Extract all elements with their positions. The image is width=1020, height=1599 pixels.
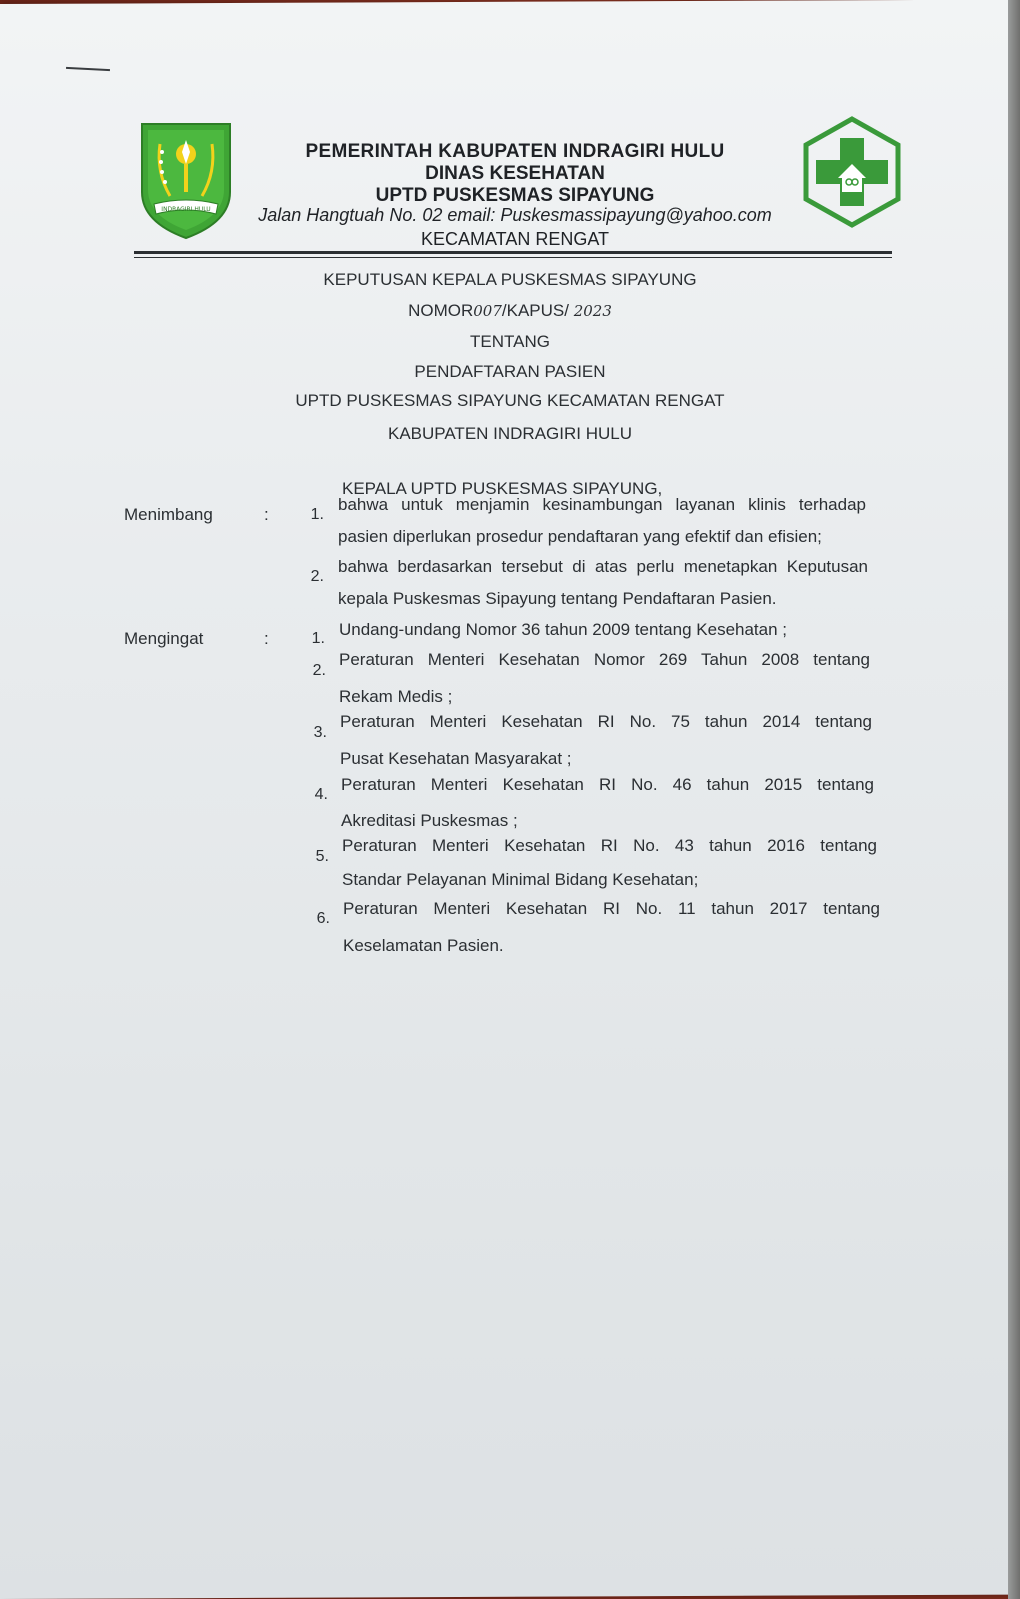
- decree-unit: UPTD PUSKESMAS SIPAYUNG KECAMATAN RENGAT: [295, 391, 725, 410]
- mengingat-item-text-cont: Keselamatan Pasien.: [343, 936, 504, 955]
- page-edge-shadow: [1008, 0, 1020, 1599]
- menimbang-item-text: bahwa berdasarkan tersebut di atas perlu menetapkan Keputusan: [338, 557, 868, 576]
- mengingat-item-text: Peraturan Menteri Kesehatan RI No. 46 tahun 2015 tentang: [341, 775, 874, 794]
- mengingat-item-text: Peraturan Menteri Kesehatan RI No. 11 tahun 2017 tentang: [343, 899, 880, 918]
- menimbang-item-text-cont: pasien diperlukan prosedur pendaftaran yang efektif dan efisien;: [338, 527, 822, 546]
- menimbang-label: Menimbang: [124, 505, 213, 524]
- mengingat-item-number: 3.: [313, 724, 327, 741]
- decree-number-handwritten: 007: [473, 302, 502, 320]
- mengingat-item-text: Undang-undang Nomor 36 tahun 2009 tentang Kesehatan ;: [339, 620, 788, 639]
- letterhead-agency: DINAS KESEHATAN: [425, 163, 605, 184]
- decree-number: [230, 301, 790, 321]
- mengingat-item-number: 4.: [314, 786, 328, 803]
- letterhead-rule-thin: [134, 257, 892, 258]
- decree-title: KEPUTUSAN KEPALA PUSKESMAS SIPAYUNG: [323, 270, 697, 289]
- decree-subject: PENDAFTARAN PASIEN: [414, 362, 606, 381]
- menimbang-item-text: bahwa untuk menjamin kesinambungan layanan klinis terhadap: [338, 495, 866, 514]
- mengingat-item-text-cont: Pusat Kesehatan Masyarakat ;: [340, 749, 572, 768]
- decree-number-code: /KAPUS/: [501, 301, 574, 320]
- mengingat-item-text-cont: Akreditasi Puskesmas ;: [341, 811, 518, 830]
- mengingat-colon: :: [264, 629, 269, 648]
- puskesmas-cross-logo: [802, 116, 902, 228]
- mengingat-item-text-cont: Standar Pelayanan Minimal Bidang Kesehatan;: [342, 870, 699, 889]
- mengingat-item-number: 6.: [316, 910, 330, 927]
- mengingat-item-number: 1.: [311, 630, 325, 647]
- mengingat-item-number: 2.: [312, 662, 326, 679]
- menimbang-item-number: 1.: [310, 506, 324, 523]
- menimbang-item-text-cont: kepala Puskesmas Sipayung tentang Pendaftaran Pasien.: [338, 589, 777, 608]
- letterhead-rule-thick: [134, 251, 892, 254]
- letterhead-district: KECAMATAN RENGAT: [420, 229, 609, 249]
- mengingat-item-text: Peraturan Menteri Kesehatan RI No. 43 tahun 2016 tentang: [342, 836, 877, 855]
- regency-coat-of-arms-logo: [140, 122, 232, 240]
- decree-year-handwritten: 2023: [573, 302, 612, 320]
- mengingat-item-number: 5.: [315, 848, 329, 865]
- letterhead-government: PEMERINTAH KABUPATEN INDRAGIRI HULU: [305, 141, 725, 162]
- mengingat-item-text: Peraturan Menteri Kesehatan RI No. 75 tahun 2014 tentang: [340, 712, 872, 731]
- mengingat-label: Mengingat: [124, 629, 204, 648]
- mengingat-item-text-cont: Rekam Medis ;: [339, 687, 453, 706]
- issuer-line: KEPALA UPTD PUSKESMAS SIPAYUNG,: [342, 479, 663, 498]
- decree-number-prefix: NOMOR: [408, 301, 474, 320]
- menimbang-item-number: 2.: [310, 568, 324, 585]
- decree-tentang: TENTANG: [470, 332, 550, 351]
- mengingat-item-text: Peraturan Menteri Kesehatan Nomor 269 Tahun 2008 tentang: [339, 650, 870, 669]
- menimbang-colon: :: [264, 505, 269, 524]
- decree-regency: KABUPATEN INDRAGIRI HULU: [387, 424, 633, 443]
- logo-ribbon-text: INDRAGIRI HULU: [161, 206, 211, 213]
- letterhead-address: Jalan Hangtuah No. 02 email: Puskesmassipayung@yahoo.com: [258, 205, 772, 225]
- letterhead-unit: UPTD PUSKESMAS SIPAYUNG: [375, 185, 655, 206]
